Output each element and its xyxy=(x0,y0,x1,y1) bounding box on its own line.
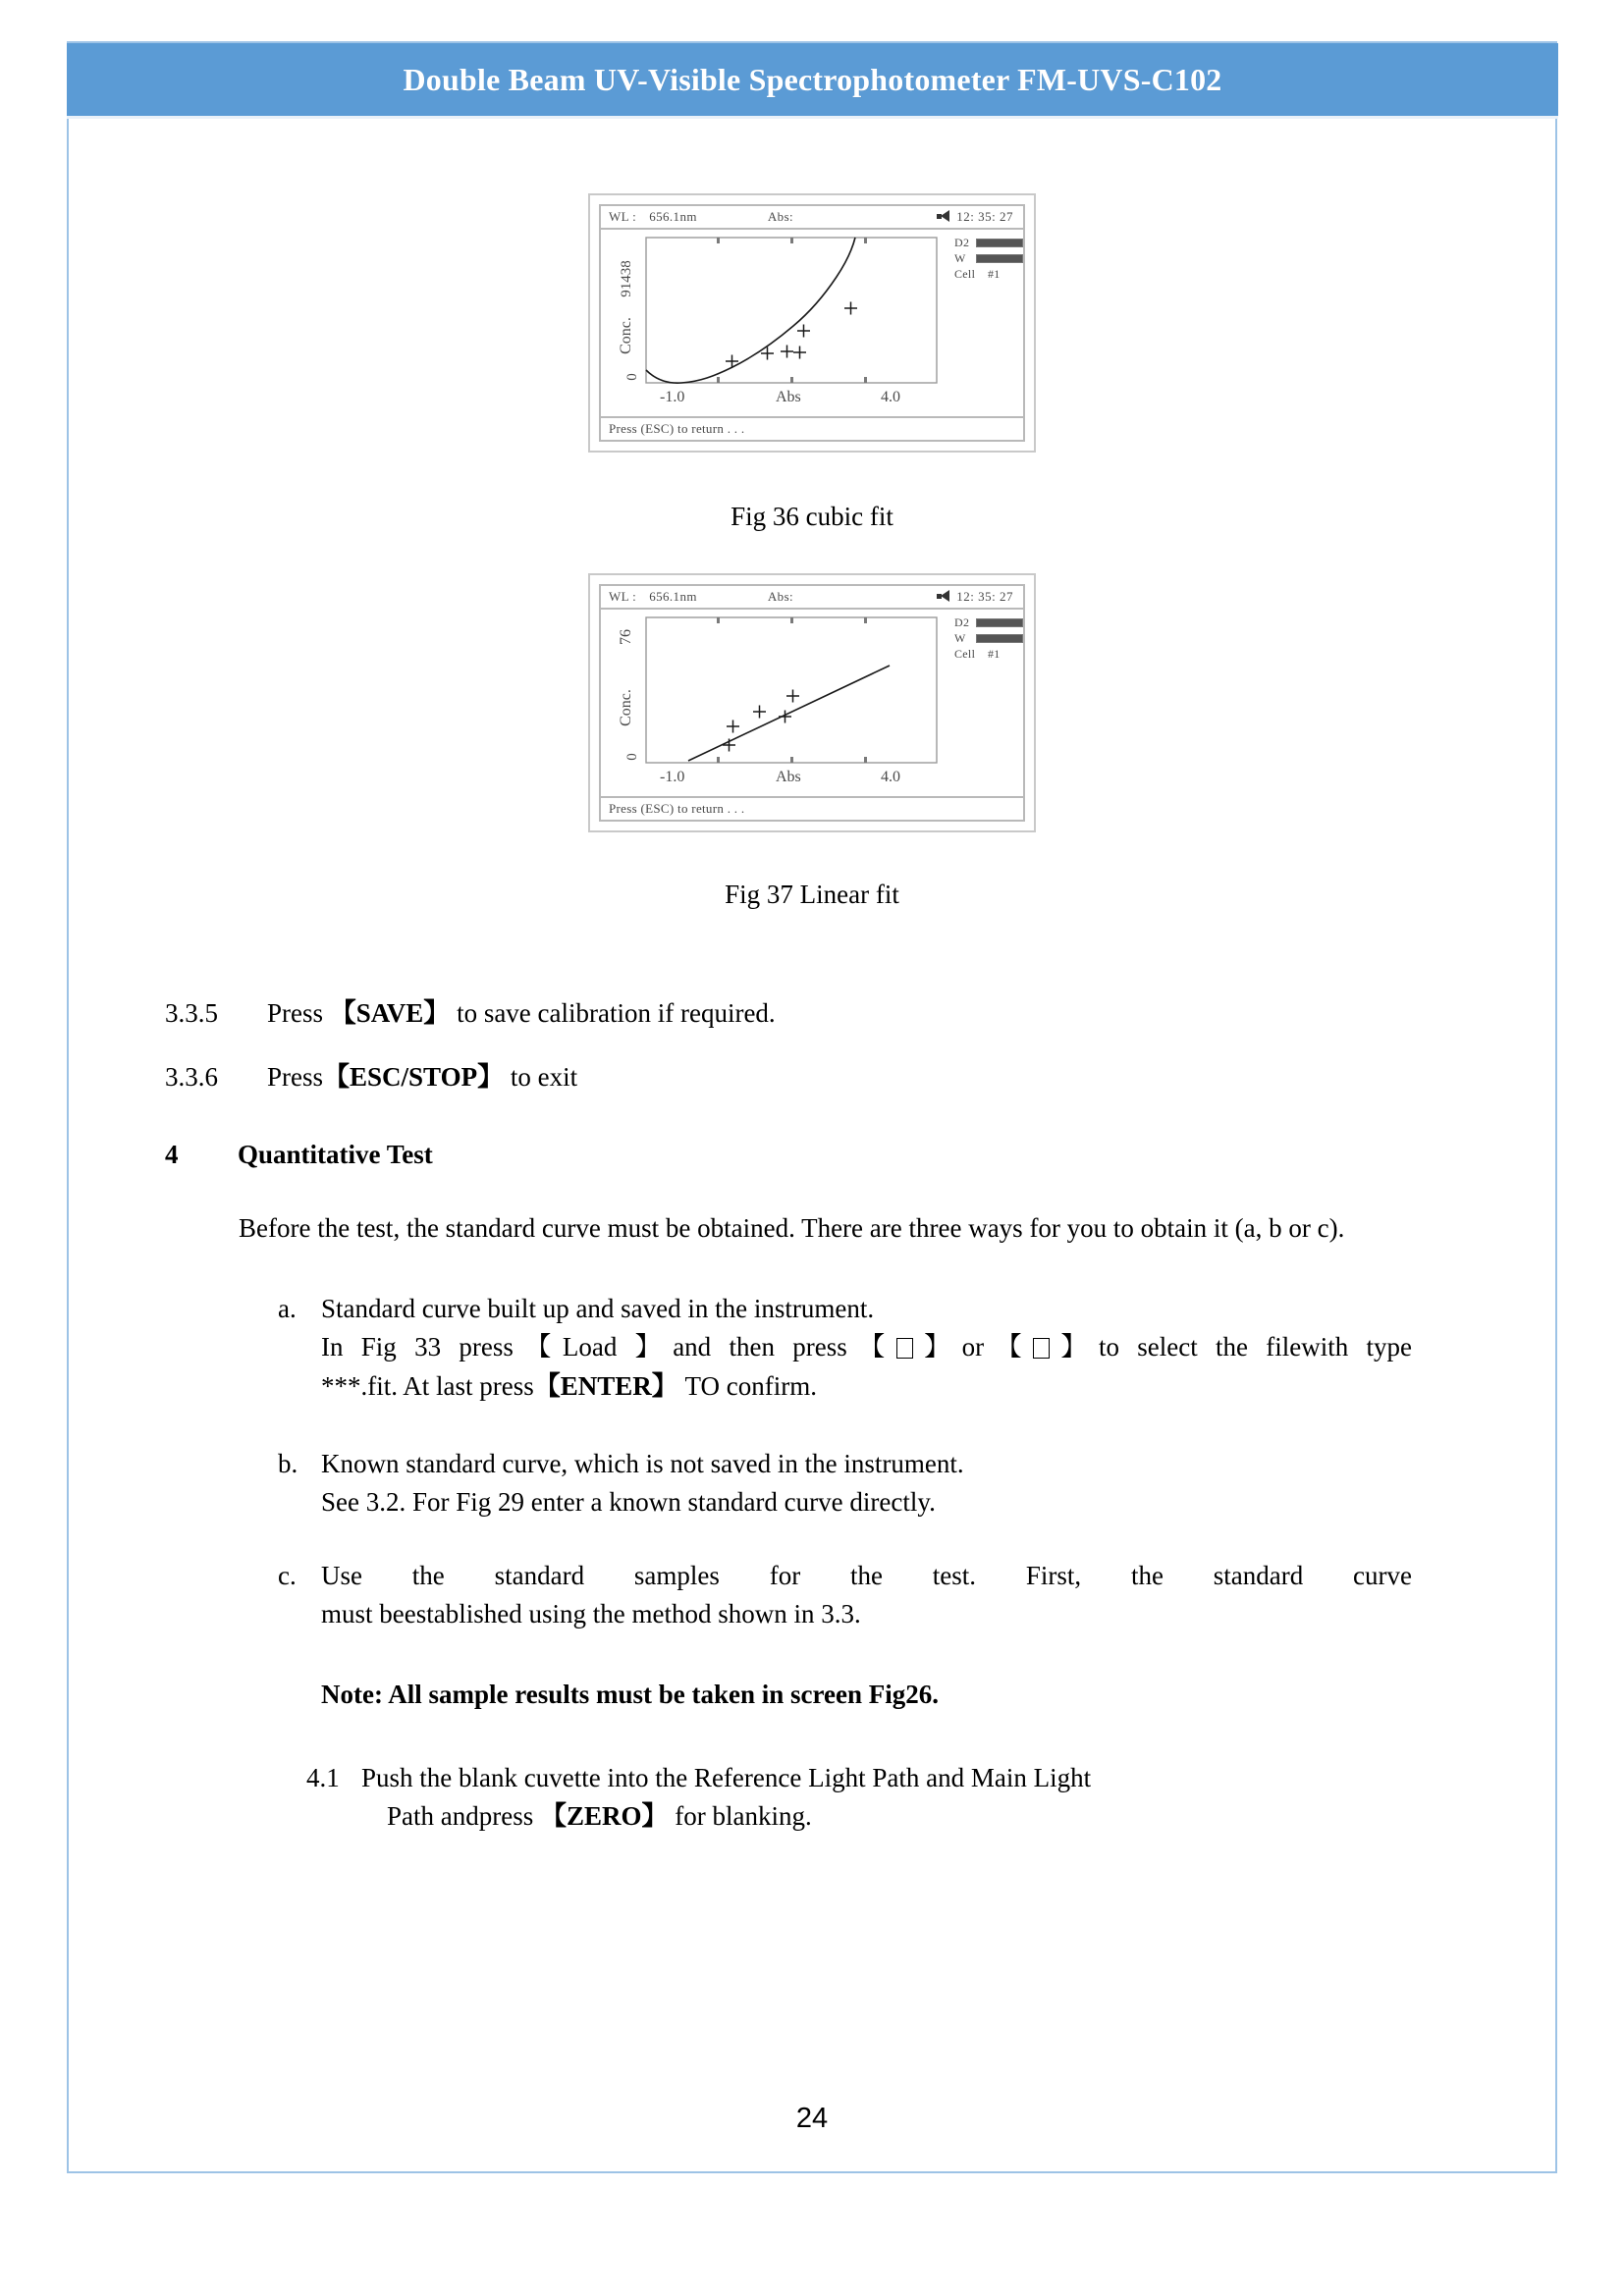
list-item-c-line1: Use the standard samples for the test. First, the standard curve xyxy=(321,1561,1412,1591)
list-item-a-line3 xyxy=(321,1367,1412,1406)
section-4-number: 4 xyxy=(165,1139,179,1169)
d2-lamp-label: D2 xyxy=(954,614,970,629)
figure-37-caption: Fig 37 Linear fit xyxy=(725,880,899,909)
save-key-label[interactable]: 【SAVE】 xyxy=(329,998,451,1028)
lamp-status-panel-36 xyxy=(950,230,1027,416)
list-item-c-line2: must beestablished using the method shown in 3.3. xyxy=(321,1599,861,1629)
d2-lamp-label: D2 xyxy=(954,235,970,249)
list-item-b-body xyxy=(321,1445,1412,1522)
absorbance-label: Abs: xyxy=(767,588,794,604)
step-3-3-5-text xyxy=(267,994,1557,1032)
section-4-heading xyxy=(165,1136,1557,1173)
lamp-row-w-37 xyxy=(954,631,1023,645)
x-axis-max-label-37: 4.0 xyxy=(881,769,900,785)
chart-svg-36 xyxy=(601,230,950,416)
cell-row-37 xyxy=(954,647,1023,661)
wavelength-label: WL : xyxy=(609,208,637,224)
step-3-3-6-number: 3.3.6 xyxy=(165,1062,218,1093)
y-axis-max-label-36: 91438 xyxy=(619,260,634,297)
lamp-row-w-36 xyxy=(954,251,1023,265)
lamp-row-d2-37 xyxy=(954,615,1023,629)
device-status-bar-36 xyxy=(601,206,1023,230)
header-banner xyxy=(67,43,1558,119)
device-footer-37: Press (ESC) to return . . . xyxy=(601,796,1023,820)
page-number: 24 xyxy=(795,2103,829,2134)
list-item-a-line2-end: 】to select the filewith type xyxy=(1049,1332,1412,1362)
x-axis-max-label-36: 4.0 xyxy=(881,389,900,405)
list-item-a-line2-mid: 】or【 xyxy=(912,1332,1034,1362)
y-axis-title-36: Conc. xyxy=(618,317,634,354)
device-body-36 xyxy=(601,230,1023,416)
step-3-3-6-pre: Press xyxy=(267,1062,324,1093)
step-4-1-number: 4.1 xyxy=(306,1762,340,1792)
step-3-3-6-post: to exit xyxy=(510,1062,578,1093)
device-screen-37 xyxy=(599,584,1025,822)
w-lamp-label: W xyxy=(954,250,966,265)
step-3-3-6-text xyxy=(267,1058,1557,1095)
list-item-a-line1: Standard curve built up and saved in the instrument. xyxy=(321,1294,875,1324)
cell-label: Cell xyxy=(954,267,976,281)
speaker-icon xyxy=(937,590,950,603)
d2-lamp-bar xyxy=(976,618,1023,627)
esc-stop-key-label[interactable]: 【ESC/STOP】 xyxy=(323,1062,505,1093)
x-axis-min-label-37: -1.0 xyxy=(660,769,685,785)
step-3-3-5 xyxy=(165,994,1557,1032)
device-footer-36: Press (ESC) to return . . . xyxy=(601,416,1023,440)
step-4-1-line2 xyxy=(361,1797,1346,1836)
device-status-bar-37 xyxy=(601,586,1023,610)
chart-svg-37 xyxy=(601,610,950,796)
absorbance-label: Abs: xyxy=(767,208,794,224)
d2-lamp-bar xyxy=(976,239,1023,247)
note-text: Note: All sample results must be taken in screen Fig26. xyxy=(321,1680,939,1710)
list-item-b-line1: Known standard curve, which is not saved in the instrument. xyxy=(321,1448,964,1478)
w-lamp-bar xyxy=(976,254,1023,263)
figure-36-caption: Fig 36 cubic fit xyxy=(731,502,893,531)
figure-37 xyxy=(67,573,1557,832)
wavelength-value: 656.1nm xyxy=(649,588,697,604)
plot-area-36 xyxy=(601,230,950,416)
page-content xyxy=(67,119,1557,1836)
step-3-3-5-number: 3.3.5 xyxy=(165,998,218,1028)
plot-area-37 xyxy=(601,610,950,796)
y-axis-max-label-37: 76 xyxy=(618,629,634,645)
missing-glyph-icon xyxy=(896,1338,913,1359)
lamp-status-panel-37 xyxy=(950,610,1027,796)
list-item-c-body xyxy=(321,1557,1412,1633)
x-axis-title-37: Abs xyxy=(776,769,801,785)
w-lamp-bar xyxy=(976,634,1023,643)
wavelength-label: WL : xyxy=(609,588,637,604)
cell-value: #1 xyxy=(988,647,1001,661)
step-3-3-5-pre: Press xyxy=(267,998,324,1028)
list-item-b-marker: b. xyxy=(278,1448,298,1478)
list-item-a-marker: a. xyxy=(278,1294,297,1324)
device-screenshot-frame-37 xyxy=(588,573,1036,832)
lamp-row-d2-36 xyxy=(954,236,1023,249)
enter-key-label[interactable]: 【ENTER】 xyxy=(533,1370,678,1401)
cell-label: Cell xyxy=(954,647,976,661)
list-item-c-marker: c. xyxy=(278,1561,297,1591)
step-4-1-line1: Push the blank cuvette into the Reference Light Path and Main Light xyxy=(361,1762,1092,1792)
step-3-3-6 xyxy=(165,1058,1557,1095)
step-3-3-5-post: to save calibration if required. xyxy=(457,998,776,1028)
section-4-intro: Before the test, the standard curve must be obtained. There are three ways for you to obtain it (a, b or c). xyxy=(239,1212,1345,1243)
list-item-c xyxy=(278,1557,1412,1633)
y-axis-min-label-37: 0 xyxy=(624,753,640,761)
clock-time: 12: 35: 27 xyxy=(956,208,1013,224)
load-key-text[interactable]: In Fig 33 press【Load 】and then press【 xyxy=(321,1332,896,1362)
x-axis-min-label-36: -1.0 xyxy=(660,389,685,405)
cell-value: #1 xyxy=(988,267,1001,281)
step-4-1 xyxy=(306,1759,1346,1836)
list-item-a-line2 xyxy=(321,1328,1412,1366)
speaker-icon xyxy=(937,210,950,223)
w-lamp-label: W xyxy=(954,630,966,645)
x-axis-title-36: Abs xyxy=(776,389,801,405)
device-screenshot-frame-36 xyxy=(588,193,1036,453)
list-item-b-line2: See 3.2. For Fig 29 enter a known standard curve directly. xyxy=(321,1486,936,1517)
list-item-a-line3-pre: ***.fit. At last press xyxy=(321,1370,534,1401)
wavelength-value: 656.1nm xyxy=(649,208,697,224)
list-item-a xyxy=(278,1290,1412,1405)
step-4-1-line2-pre: Path andpress xyxy=(387,1800,534,1831)
step-4-1-line2-post: for blanking. xyxy=(675,1800,812,1831)
clock-time: 12: 35: 27 xyxy=(956,588,1013,604)
figure-36 xyxy=(67,193,1557,453)
device-body-37 xyxy=(601,610,1023,796)
zero-key-label[interactable]: 【ZERO】 xyxy=(539,1800,669,1831)
step-4-1-body xyxy=(361,1759,1346,1836)
list-item-a-body xyxy=(321,1290,1412,1405)
y-axis-min-label-36: 0 xyxy=(624,373,640,381)
list-item-b xyxy=(278,1445,1412,1522)
section-4-title: Quantitative Test xyxy=(238,1139,433,1169)
missing-glyph-icon xyxy=(1033,1338,1050,1359)
device-screen-36 xyxy=(599,204,1025,442)
page-title: Double Beam UV-Visible Spectrophotometer FM-UVS-C102 xyxy=(403,61,1222,97)
y-axis-title-37: Conc. xyxy=(618,689,634,726)
list-item-a-line3-post: TO confirm. xyxy=(684,1370,818,1401)
cell-row-36 xyxy=(954,267,1023,281)
